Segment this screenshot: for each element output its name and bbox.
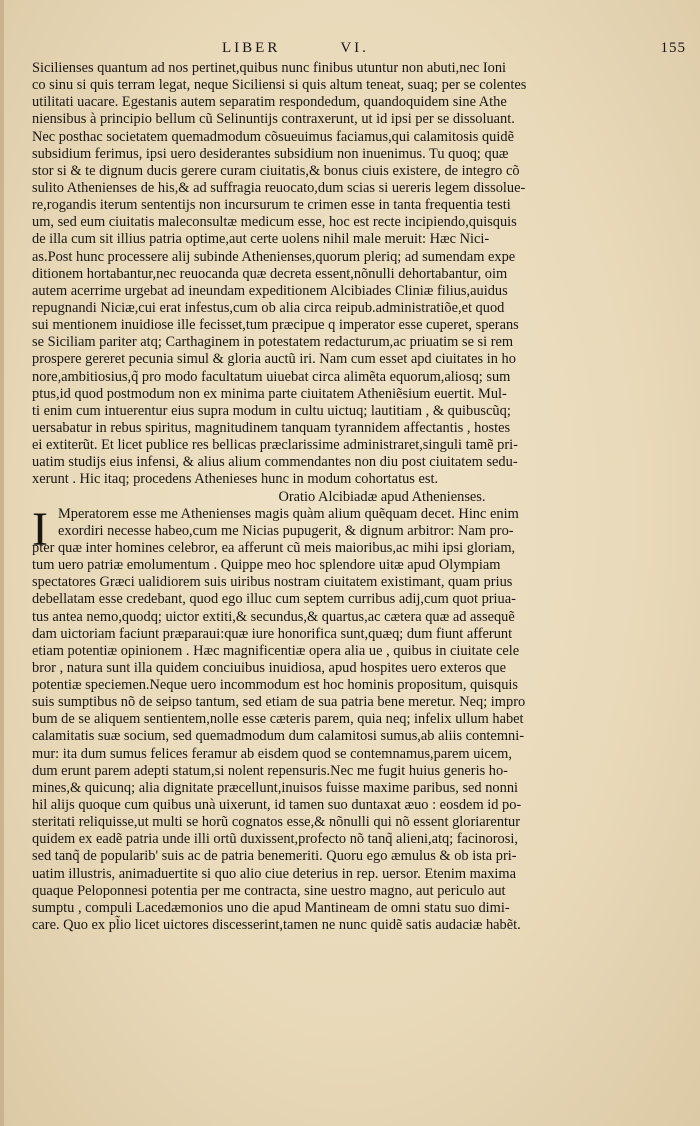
- text-line: nore,ambitiosius,q̃ pro modo facultatum uiuebat circa alimẽta equorum,aliosq; sum: [32, 368, 511, 385]
- text-line: bror , natura sunt illa quidem conciuibus inuidiosa, apud hospites uero exteros que: [32, 659, 506, 676]
- text-line: calamitatis suæ socium, sed quemadmodum dum calamitosi sumus,ab aliis contemni-: [32, 728, 525, 745]
- text-line: xerunt . Hic itaq; procedens Athenieses hunc in modum cohortatus est.: [32, 471, 439, 488]
- text-line: Nec posthac societatem quemadmodum cõsueuimus faciamus,qui calamitosis quidẽ: [32, 128, 514, 145]
- text-line: mur: ita dum sumus felices feramur ab eisdem quod se contemnamus,parem uicem,: [32, 745, 512, 762]
- text-line: uatim studijs eius infensi, & alius alium commendantes non diu post ciuitatem sedu-: [32, 454, 518, 471]
- paragraph-2-lines: [32, 502, 672, 935]
- running-head-left: LIBER: [222, 40, 281, 56]
- text-line: niensibus à principio bellum cũ Selinuntijs contraxerunt, ut id ipsi per se dissoluant.: [32, 111, 515, 128]
- text-line: stor si & te dignum ducis gerere curam ciuitatis,& bonus ciuis existere, de integro cõ: [32, 162, 520, 179]
- text-line: ti enim cum intuerentur eius supra modum in cultu uictuq; lautitiam , & quibuscũq;: [32, 402, 511, 419]
- text-line: subsidium ferimus, ipsi uero desiderantes subsidium non inuenimus. Tu quoq; quæ: [32, 145, 509, 162]
- text-line: dam uictoriam faciunt præparaui:quæ iure honorifica sunt,quæq; dum fiunt afferunt: [32, 625, 513, 642]
- text-line: ei extiterũt. Et licet publice res bellicas præclarissime administraret,singuli tamẽ pri-: [32, 437, 518, 454]
- text-line: Sicilienses quantum ad nos pertinet,quibus nunc finibus utuntur non abuti,nec Ioni: [32, 60, 507, 76]
- body-text: [32, 60, 672, 934]
- text-line: tum uero patriæ emolumentum . Quippe meo hoc splendore uitæ apud Olympiam: [32, 557, 501, 574]
- text-line: spectatores Græci ualidiorem suis uiribus nostram ciuitatem existimant, quam prius: [32, 574, 513, 591]
- text-line: exordiri necesse habeo,cum me Nicias pupugerit, & dignum arbitror: Nam pro-: [58, 522, 514, 539]
- text-line: re,rogandis iterum sententijs non incursurum te crimen esse in tanta frequentia testi: [32, 197, 511, 214]
- text-line: potentiæ speciemen.Neque uero incommodum est hoc hominis propositum, quisquis: [32, 677, 519, 694]
- text-line: utilitati uacare. Egestanis autem separatim respondedum, quandoquidem sine Athe: [32, 94, 507, 111]
- running-head-right: VI.: [340, 40, 369, 56]
- text-line: sulito Athenienses de his,& ad suffragia reuocato,dum scias si uereris legem dissolue-: [32, 179, 526, 196]
- folio-number: 155: [660, 40, 686, 56]
- text-line: um, sed eum ciuitatis maleconsultæ medicum esse, hoc est recte incipiendo,quisquis: [32, 214, 517, 231]
- text-line: repugnandi Niciæ,cui erat infestus,cum ob alia circa reipub.administratiõe,et quod: [32, 299, 505, 316]
- text-line: steritati reliquisse,ut multi se horũ cognatos esse,& nõnulli qui nõ essent gloriarentur: [32, 814, 520, 831]
- paragraph-2: [32, 502, 672, 935]
- text-line: se Siciliam pariter atq; Carthaginem in potestatem redacturum,ac priuatim se si rem: [32, 334, 514, 351]
- text-line: uatim illustris, animaduertite si quo alio ciue deterius in rep. uersor. Etenim maxima: [32, 865, 516, 882]
- text-line: autem acerrime urgebat ad ineundam expeditionem Alcibiades Cliniæ filius,auidus: [32, 282, 508, 299]
- text-line: quidem ex eadẽ patria unde illi ortũ duxissent,profecto nõ tanq̃ alieni,atq; facinorosi,: [32, 831, 518, 848]
- text-line: de illa cum sit illius patria optime,aut certe uolens nihil male meruit: Hæc Nici-: [32, 231, 490, 248]
- text-line: mines,& quicunq; alia dignitate præcellunt,inuisos fuisse maxime paribus, sed nonni: [32, 779, 519, 796]
- text-line: debellatam esse credebant, quod ego illuc cum septem curribus adij,cum quot priua-: [32, 591, 516, 608]
- text-line: tus antea nemo,quodq; uictor extiti,& secundus,& quartus,ac cætera quæ ad assequẽ: [32, 608, 515, 625]
- paragraph-1: [32, 60, 672, 489]
- text-line: as.Post hunc processere alij subinde Athenienses,quorum pleriq; ad sumendam expe: [32, 248, 516, 265]
- text-line: sumptu , compuli Lacedæmonios uno die apud Mantineam de omni statu suo dimi-: [32, 899, 510, 916]
- page-edge: [0, 0, 4, 1126]
- text-line: suis sumptibus nõ de seipso tantum, sed etiam de sua patria bene meretur. Neq; impro: [32, 694, 526, 711]
- text-line: dum erunt parem adepti statum,si nolent repensuris.Nec me fugit huius generis ho-: [32, 762, 508, 779]
- text-line: ditionem hortabantur,nec reuocanda quæ decreta essent,nõnulli dehortabantur, oim: [32, 265, 508, 282]
- text-line: prospere gereret pecunia simul & gloria auctũ iri. Nam cum esset apd ciuitates in ho: [32, 351, 516, 368]
- text-line: hil alijs quoque cum quibus unà uixerunt, id tamen suo duntaxat æuo : eosdem id po-: [32, 797, 522, 814]
- text-line: sui mentionem inuidiose ille fecisset,tum præcipue q imperator esse cuperet, sperans: [32, 317, 519, 334]
- text-line: co sinu si quis terram legat, neque Siciliensi si quis altum teneat, suaq; per se colentes: [32, 77, 527, 94]
- drop-cap: I: [32, 502, 48, 556]
- text-line: etiam potentiæ opinionem . Hæc magnificentiæ opera alia ue , quibus in ciuitate cele: [32, 642, 520, 659]
- text-line: care. Quo ex pl̃io licet uictores discesserint,tamen ne nunc quidẽ satis audaciæ habẽt.: [32, 917, 521, 934]
- text-line: pter quæ inter homines celebror, ea afferunt cũ meis maioribus,ac mihi ipsi gloriam,: [32, 539, 516, 556]
- oration-title: Oratio Alcibiadæ apud Athenienses.: [278, 488, 486, 505]
- running-head: [222, 40, 369, 57]
- text-line: bum de se aliquem sentientem,nolle esse cæteris parem, quia neq; infelix ullum habet: [32, 711, 524, 728]
- text-line: uersabatur in rebus spiritus, magnitudinem tanquam tyrannidem affectantis , hostes: [32, 419, 511, 436]
- text-line: Mperatorem esse me Athenienses magis quàm alium quẽquam decet. Hinc enim: [58, 505, 519, 522]
- page-header: [0, 38, 700, 58]
- text-line: sed tanq̃ de popularib' suis ac de patria benemeriti. Quoru ego æmulus & ob ista pri-: [32, 848, 517, 865]
- text-line: quaque Peloponnesi potentia per me contracta, sine uestro magno, aut periculo aut: [32, 882, 506, 899]
- text-line: ptus,id quod postmodum non ex minima parte ciuitatem Atheniẽsium euertit. Mul-: [32, 385, 507, 402]
